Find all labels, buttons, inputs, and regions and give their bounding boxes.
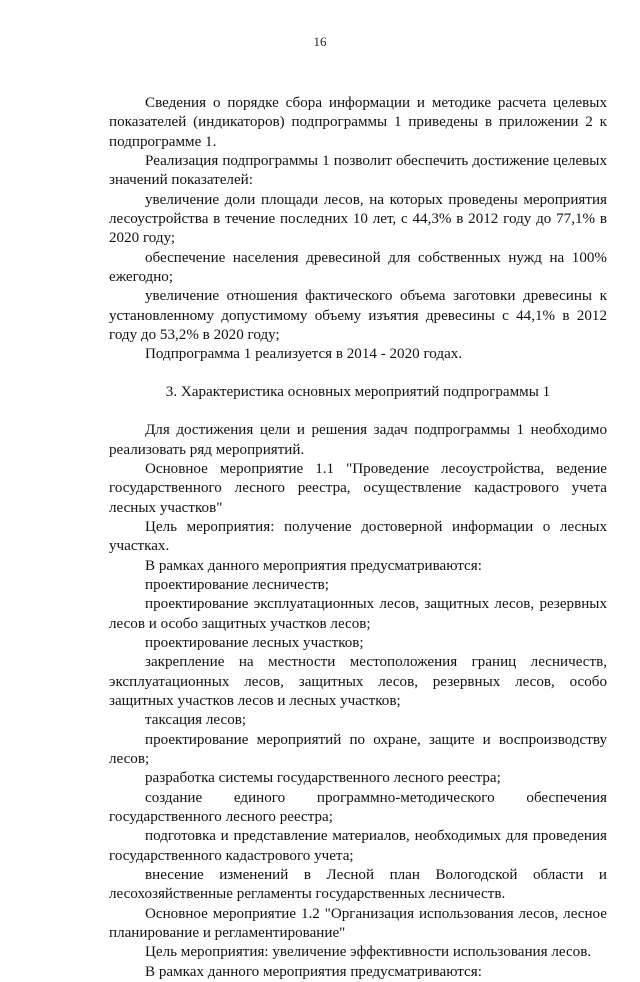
paragraph: Цель мероприятия: получение достоверной информации о лесных участках. — [109, 518, 607, 555]
list-item: создание единого программно-методического обеспечения государственного лесного реестра; — [109, 789, 607, 826]
list-item: закрепление на местности местоположения границ лесничеств, эксплуатационных лесов, защитных лесов, резервных лесов, особо защитных участков лесов и лесных участков; — [109, 654, 607, 709]
list-item: таксация лесов; — [145, 712, 247, 729]
list-item: проектирование лесничеств; — [145, 576, 329, 593]
section-heading: 3. Характеристика основных мероприятий подпрограммы 1 — [165, 383, 551, 400]
paragraph: Реализация подпрограммы 1 позволит обеспечить достижение целевых значений показателей: — [109, 153, 607, 189]
page-number: 16 — [313, 34, 327, 49]
list-item: проектирование лесных участков; — [145, 634, 364, 651]
paragraph: Основное мероприятие 1.2 "Организация использования лесов, лесное планирование и регламентирование" — [109, 905, 607, 942]
paragraph: Основное мероприятие 1.1 "Проведение лесоустройства, ведение государственного лесного реестра, осуществление кадастрового учета лесных участков" — [109, 460, 607, 516]
paragraph: Для достижения цели и решения задач подпрограммы 1 необходимо реализовать ряд мероприятий. — [109, 422, 607, 458]
list-item: разработка системы государственного лесного реестра; — [145, 770, 501, 787]
document-body — [109, 94, 607, 982]
list-item: проектирование мероприятий по охране, защите и воспроизводству лесов; — [109, 731, 607, 767]
paragraph: Сведения о порядке сбора информации и методике расчета целевых показателей (индикаторов) подпрограммы 1 приведены в приложении 2 к подпрограмме 1. — [109, 95, 607, 150]
paragraph: увеличение доли площади лесов, на которых проведены мероприятия лесоустройства в течение последних 10 лет, с 44,3% в 2012 году до 77,1% в 2020 году; — [109, 191, 607, 247]
paragraph: Цель мероприятия: увеличение эффективности использования лесов. — [145, 944, 592, 961]
paragraph: В рамках данного мероприятия предусматриваются: — [145, 963, 482, 980]
list-item: проектирование эксплуатационных лесов, защитных лесов, резервных лесов и особо защитных участков лесов; — [109, 596, 607, 632]
list-item: подготовка и представление материалов, необходимых для проведения государственного кадастрового учета; — [109, 828, 607, 864]
paragraph: обеспечение населения древесиной для собственных нужд на 100% ежегодно; — [109, 249, 607, 286]
paragraph: Подпрограмма 1 реализуется в 2014 - 2020 годах. — [145, 346, 463, 363]
paragraph: увеличение отношения фактического объема заготовки древесины к установленному допустимому объему изъятия древесины с 44,1% в 2012 году до 53,2% в 2020 году; — [109, 288, 607, 344]
paragraph: В рамках данного мероприятия предусматриваются: — [145, 557, 482, 574]
list-item: внесение изменений в Лесной план Вологодской области и лесохозяйственные регламенты государственных лесничеств. — [109, 867, 607, 903]
